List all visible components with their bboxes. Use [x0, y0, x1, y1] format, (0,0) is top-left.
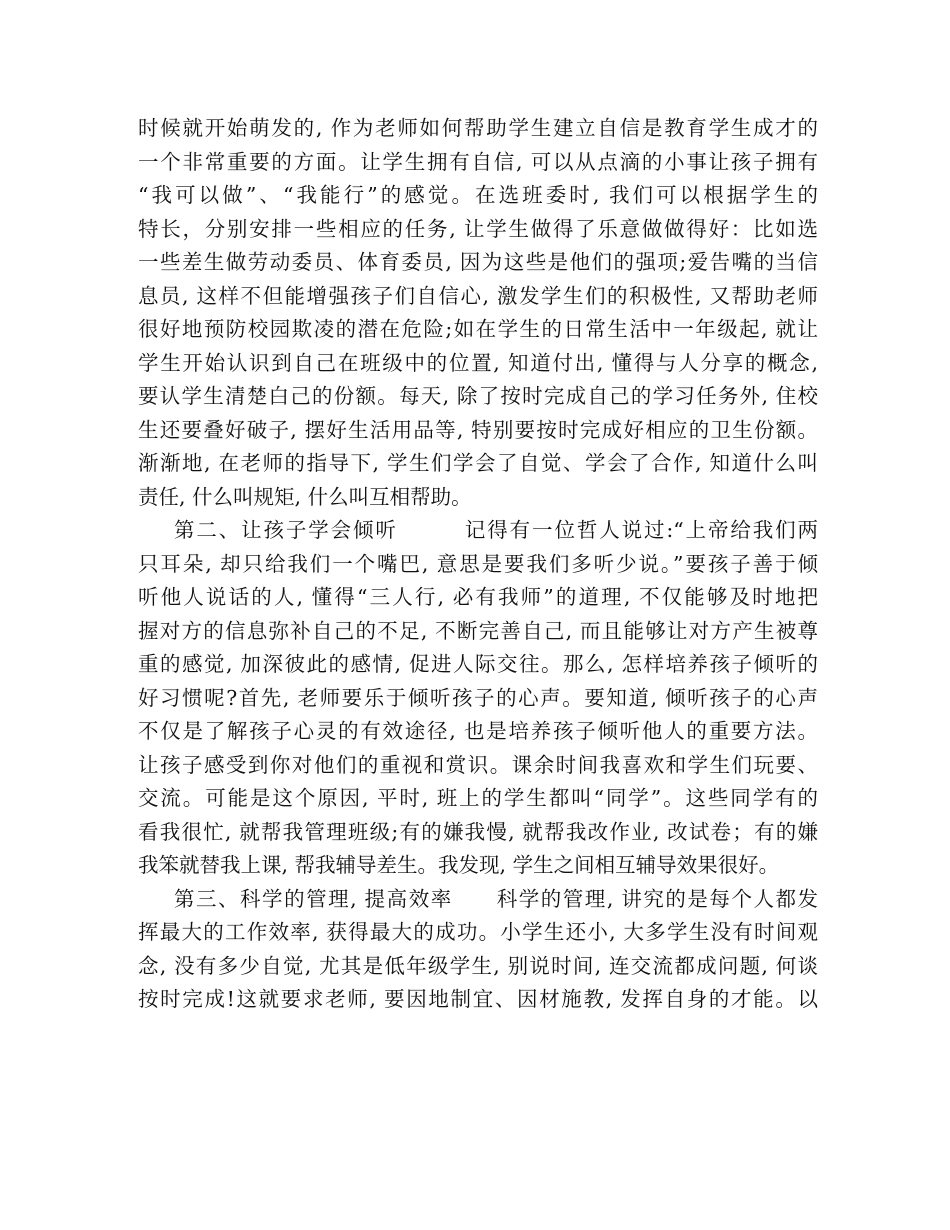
text-line: 息员, 这样不但能增强孩子们自信心, 激发学生们的积极性, 又帮助老师	[138, 283, 818, 308]
text-line: 重的感觉, 加深彼此的感情, 促进人际交往。那么, 怎样培养孩子倾听的	[138, 652, 818, 676]
body-text	[138, 112, 818, 1017]
text-line: 特长，分别安排一些相应的任务, 让学生做得了乐意做做得好：比如选	[138, 216, 818, 241]
text-line: 交流。可能是这个原因, 平时, 班上的学生都叫“同学”。这些同学有的	[138, 786, 818, 810]
text-line: 好习惯呢?首先, 老师要乐于倾听孩子的心声。要知道, 倾听孩子的心声	[138, 685, 818, 710]
text-line: 一些差生做劳动委员、体育委员, 因为这些是他们的强项;爱告嘴的当信	[138, 250, 818, 274]
text-line: 看我很忙, 就帮我管理班级;有的嫌我慢, 就帮我改作业, 改试卷；有的嫌	[138, 819, 818, 844]
text-line: 渐渐地, 在老师的指导下, 学生们学会了自觉、学会了合作, 知道什么叫	[138, 451, 818, 475]
text-line: 生还要叠好破子, 摆好生活用品等, 特别要按时完成好相应的卫生份额。	[138, 417, 818, 442]
section-heading-line: 第三、科学的管理, 提高效率 科学的管理, 讲究的是每个人都发	[174, 886, 818, 911]
text-line: 让孩子感受到你对他们的重视和赏识。课余时间我喜欢和学生们玩要、	[138, 752, 818, 777]
text-line: 很好地预防校园欺凌的潜在危险;如在学生的日常生活中一年级起, 就让	[138, 317, 818, 341]
text-line: 只耳朵, 却只给我们一个嘴巴, 意思是要我们多听少说。”要孩子善于倾	[138, 551, 818, 576]
text-line: 念, 没有多少自觉, 尤其是低年级学生, 别说时间, 连交流都成问题, 何谈	[138, 953, 818, 978]
text-line: 听他人说话的人, 懂得“三人行, 必有我师”的道理, 不仅能够及时地把	[138, 585, 818, 609]
text-line: 按时完成!这就要求老师, 要因地制宜、因材施教, 发挥自身的才能。以	[138, 987, 818, 1011]
text-line: “我可以做”、“我能行”的感觉。在选班委时, 我们可以根据学生的	[138, 183, 818, 207]
text-line: 握对方的信息弥补自己的不足, 不断完善自己, 而且能够让对方产生被尊	[138, 618, 818, 643]
text-line: 责任, 什么叫规矩, 什么叫互相帮助。	[138, 484, 472, 509]
section-heading-line: 第二、让孩子学会倾听 记得有一位哲人说过:“上帝给我们两	[174, 518, 818, 542]
text-line: 时候就开始萌发的, 作为老师如何帮助学生建立自信是教育学生成才的	[138, 116, 818, 140]
text-line: 我笨就替我上课, 帮我辅导差生。我发现, 学生之间相互辅导效果很好。	[138, 853, 780, 877]
text-line: 要认学生清楚白己的份额。每天, 除了按时完成自己的学习任务外, 住校	[138, 384, 818, 408]
text-line: 一个非常重要的方面。让学生拥有自信, 可以从点滴的小事让孩子拥有	[138, 149, 818, 174]
text-line: 不仅是了解孩子心灵的有效途径, 也是培养孩子倾听他人的重要方法。	[138, 719, 818, 743]
text-line: 挥最大的工作效率, 获得最大的成功。小学生还小, 大多学生没有时间观	[138, 920, 818, 944]
text-line: 学生开始认识到自己在班级中的位置, 知道付出, 懂得与人分享的概念,	[138, 350, 818, 375]
